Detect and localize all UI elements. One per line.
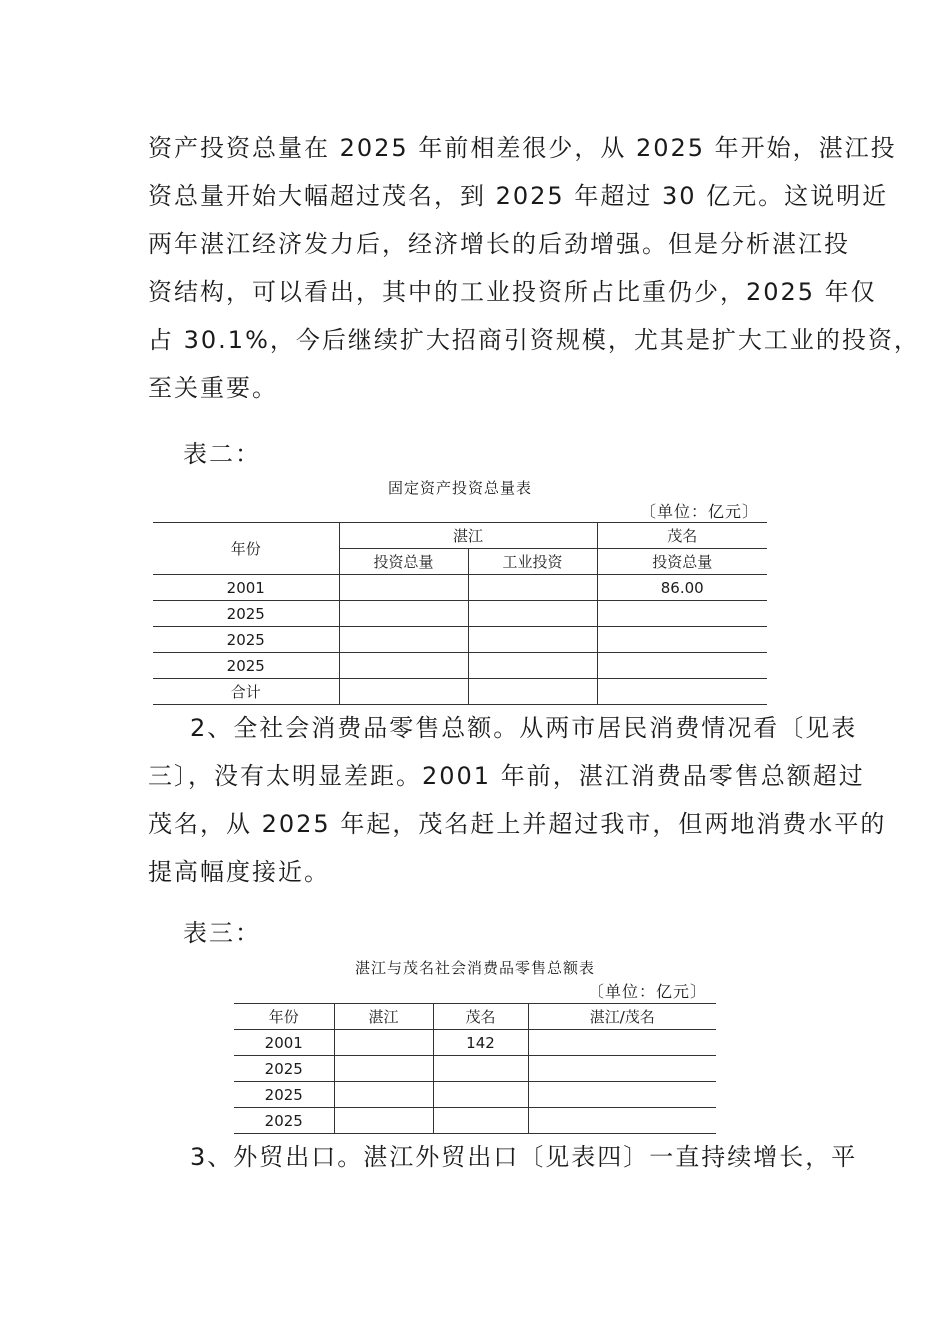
cell-maoming: 142: [433, 1030, 528, 1056]
text-line: 提高幅度接近。: [148, 858, 330, 886]
text-line: 占 30.1%，今后继续扩大招商引资规模，尤其是扩大工业的投资，: [148, 326, 920, 354]
table3-label: 表三：: [183, 919, 261, 947]
cell-zhanjiang: [334, 1082, 433, 1108]
cell-year: 2025: [153, 601, 339, 627]
cell-year: 2025: [234, 1108, 334, 1134]
cell-ratio: [528, 1082, 716, 1108]
cell-year: 2025: [153, 627, 339, 653]
header-zj-industrial: 工业投资: [468, 549, 597, 575]
cell-maoming: [433, 1082, 528, 1108]
table-row-total: [153, 679, 767, 705]
text-line: 3、外贸出口。湛江外贸出口〔见表四〕一直持续增长，平: [190, 1143, 858, 1171]
table-row: [153, 653, 767, 679]
cell-zj-industrial: [468, 575, 597, 601]
cell-zj-industrial: [468, 679, 597, 705]
table-row: [153, 627, 767, 653]
table-header-row: [234, 1004, 716, 1030]
cell-maoming: [433, 1056, 528, 1082]
header-zj-total: 投资总量: [339, 549, 468, 575]
header-mm-total: 投资总量: [597, 549, 767, 575]
cell-mm-total: [597, 653, 767, 679]
cell-zj-total: [339, 679, 468, 705]
cell-mm-total: [597, 601, 767, 627]
table2: [153, 522, 767, 705]
cell-zj-total: [339, 575, 468, 601]
table-row: [153, 601, 767, 627]
header-zhanjiang: 湛江: [334, 1004, 433, 1030]
cell-ratio: [528, 1108, 716, 1134]
cell-year: 合计: [153, 679, 339, 705]
text-line: 两年湛江经济发力后，经济增长的后劲增强。但是分析湛江投: [148, 230, 850, 258]
header-year: 年份: [234, 1004, 334, 1030]
section3-paragraph: [148, 1133, 858, 1181]
table2-unit: 〔单位：亿元〕: [640, 502, 760, 521]
text-line: 2、全社会消费品零售总额。从两市居民消费情况看〔见表: [190, 714, 858, 742]
table2-caption: 固定资产投资总量表: [387, 479, 532, 497]
cell-maoming: [433, 1108, 528, 1134]
table-row: [153, 575, 767, 601]
table-row: [234, 1030, 716, 1056]
intro-paragraph: [148, 124, 920, 412]
cell-zj-industrial: [468, 653, 597, 679]
header-maoming: 茂名: [433, 1004, 528, 1030]
header-zhanjiang: 湛江: [339, 523, 597, 549]
cell-ratio: [528, 1056, 716, 1082]
text-line: 资总量开始大幅超过茂名，到 2025 年超过 30 亿元。这说明近: [148, 182, 889, 210]
cell-zhanjiang: [334, 1108, 433, 1134]
table-row: [234, 1082, 716, 1108]
header-maoming: 茂名: [597, 523, 767, 549]
header-year: 年份: [153, 523, 339, 575]
table-row: [234, 1056, 716, 1082]
cell-zj-industrial: [468, 627, 597, 653]
cell-year: 2025: [234, 1056, 334, 1082]
cell-zhanjiang: [334, 1030, 433, 1056]
table3-unit: 〔单位：亿元〕: [588, 982, 708, 1001]
cell-ratio: [528, 1030, 716, 1056]
text-line: 至关重要。: [148, 374, 278, 402]
cell-mm-total: [597, 627, 767, 653]
cell-zj-total: [339, 653, 468, 679]
cell-year: 2025: [153, 653, 339, 679]
table3-caption: 湛江与茂名社会消费品零售总额表: [354, 959, 595, 977]
cell-year: 2025: [234, 1082, 334, 1108]
cell-zj-total: [339, 627, 468, 653]
text-line: 资结构，可以看出，其中的工业投资所占比重仍少，2025 年仅: [148, 278, 877, 306]
table-row: [234, 1108, 716, 1134]
text-line: 三〕，没有太明显差距。2001 年前，湛江消费品零售总额超过: [148, 762, 865, 790]
cell-zj-total: [339, 601, 468, 627]
text-line: 资产投资总量在 2025 年前相差很少，从 2025 年开始，湛江投: [148, 134, 897, 162]
table2-label: 表二：: [183, 440, 261, 468]
cell-mm-total: [597, 679, 767, 705]
table-header-row: [153, 523, 767, 549]
cell-mm-total: 86.00: [597, 575, 767, 601]
cell-year: 2001: [153, 575, 339, 601]
section2-paragraph: [148, 704, 887, 896]
table3: [234, 1003, 716, 1134]
text-line: 茂名，从 2025 年起，茂名赶上并超过我市，但两地消费水平的: [148, 810, 887, 838]
cell-zhanjiang: [334, 1056, 433, 1082]
cell-year: 2001: [234, 1030, 334, 1056]
cell-zj-industrial: [468, 601, 597, 627]
header-ratio: 湛江/茂名: [528, 1004, 716, 1030]
